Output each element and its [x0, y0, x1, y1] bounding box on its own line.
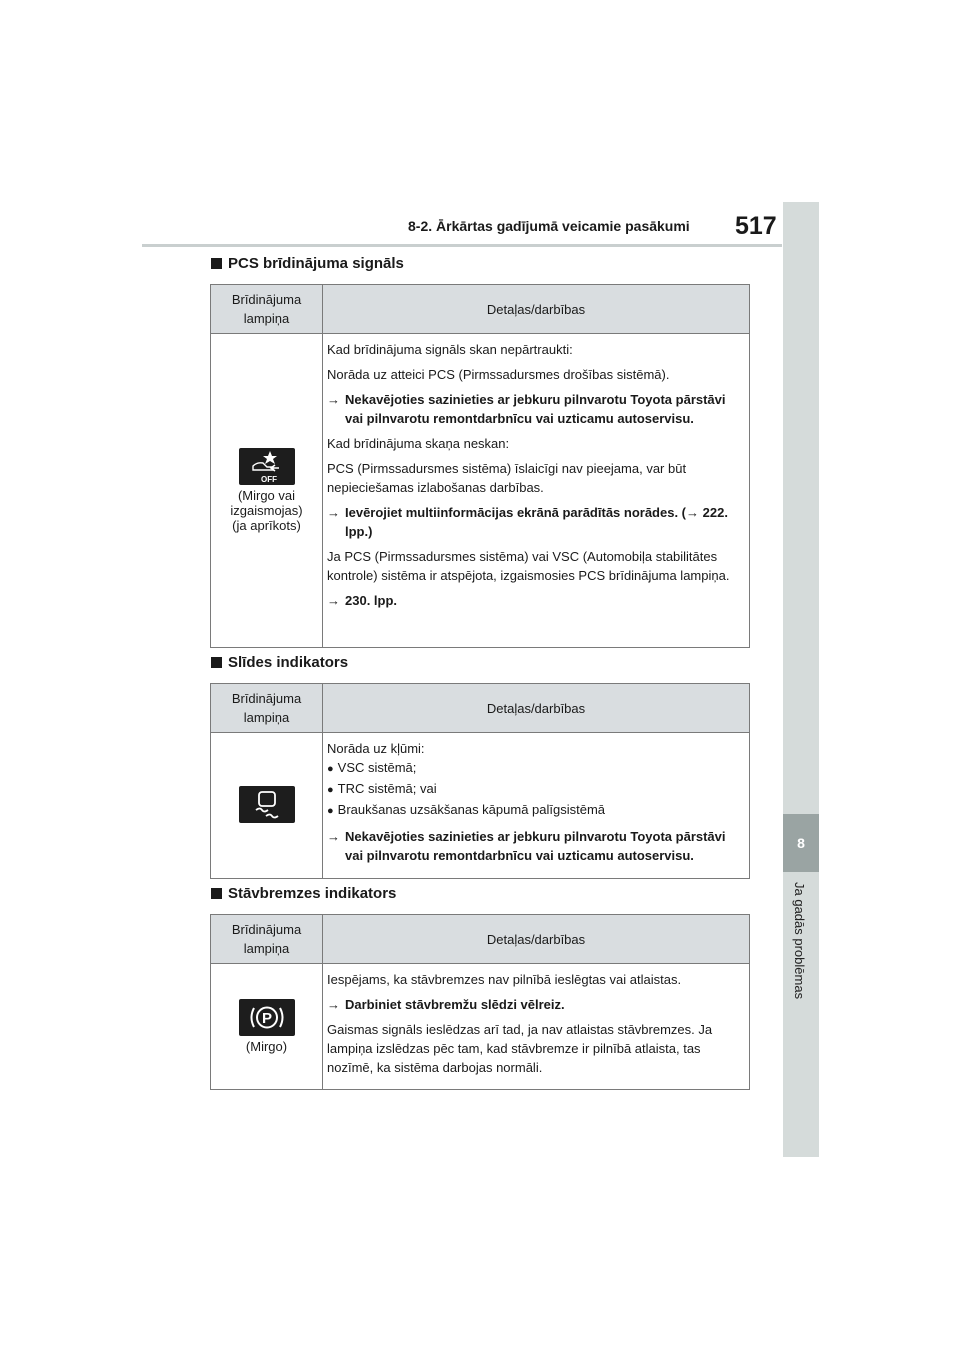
section-title-parking-brake: Stāvbremzes indikators [211, 885, 396, 902]
square-bullet-icon [211, 888, 222, 899]
chapter-number: 8 [783, 814, 819, 872]
fault-list [327, 758, 745, 821]
svg-text:P: P [261, 1010, 272, 1027]
page-number: 517 [735, 212, 777, 240]
lamp-cell [211, 733, 323, 879]
list-item: ● Braukšanas uzsākšanas kāpumā palīgsistēmā [327, 800, 745, 821]
pcs-table [210, 284, 750, 648]
header-details: Detaļas/darbības [323, 915, 750, 964]
lamp-cell [211, 334, 323, 648]
arrow-icon: → [327, 505, 340, 520]
slip-indicator-icon [239, 786, 295, 823]
list-item: ● VSC sistēmā; [327, 758, 745, 779]
section-title-pcs: PCS brīdinājuma signāls [211, 255, 404, 272]
details-cell: Kad brīdinājuma signāls skan nepārtraukti: Norāda uz atteici PCS (Pirmssadursmes drošības sistēmā). → Nekavējoties sazinieties ar jebkuru pilnvarotu Toyota pārstāvi vai pilnvarotu remontdarbnīcu vai uzticamu autoservisu. Kad brīdinājuma skaņa neskan: PCS (Pirmssadursmes sistēma) īslaicīgi nav pieejama, var būt nepieciešamas izlabošanas darbības. → Ievērojiet multiinformācijas ekrānā parādītās norādes. (→ 222. lpp.) Ja PCS (Pirmssadursmes sistēma) vai VSC (Automobiļa stabilitātes kontrole) sistēma ir atspējota, izgaismosies PCS brīdinājuma lampiņa. → 230. lpp. [323, 334, 750, 648]
side-tab [783, 202, 819, 1157]
arrow-icon: → [327, 829, 340, 844]
lamp-caption: (Mirgo) [245, 1039, 288, 1054]
pcs-off-icon [239, 448, 295, 485]
slip-table [210, 683, 750, 879]
square-bullet-icon [211, 258, 222, 269]
parking-brake-table [210, 914, 750, 1090]
section-header: 8-2. Ārkārtas gadījumā veicamie pasākumi [408, 218, 690, 234]
lamp-cell [211, 964, 323, 1090]
header-lamp: Brīdinājuma lampiņa [211, 285, 323, 334]
header-lamp: Brīdinājuma lampiņa [211, 915, 323, 964]
header-details: Detaļas/darbības [323, 684, 750, 733]
details-cell: Norāda uz kļūmi: ● VSC sistēmā; ● TRC sistēmā; vai ● Braukšanas uzsākšanas kāpumā palīgsistēmā → Nekavējoties sazinieties ar jebkuru pilnvarotu Toyota pārstāvi vai pilnvarotu remontdarbnīcu vai uzticamu autoservisu. [323, 733, 750, 879]
header-lamp: Brīdinājuma lampiņa [211, 684, 323, 733]
list-item: ● TRC sistēmā; vai [327, 779, 745, 800]
section-title-slip: Slīdes indikators [211, 654, 348, 671]
header-rule [142, 244, 782, 247]
svg-text:OFF: OFF [260, 475, 277, 484]
arrow-icon: → [327, 997, 340, 1012]
chapter-label: Ja gadās problēmas [792, 882, 807, 1000]
details-cell: Iespējams, ka stāvbremzes nav pilnībā ieslēgtas vai atlaistas. → Darbiniet stāvbremžu slēdzi vēlreiz. Gaismas signāls ieslēdzas arī tad, ja nav atlaistas stāvbremzes. Ja lampiņa izslēdzas pēc tam, kad stāvbremze ir pilnībā atlaista, tas nozīmē, ka sistēma darbojas normāli. [323, 964, 750, 1090]
arrow-icon: → [327, 593, 340, 608]
lamp-caption: (Mirgo vai izgaismojas) (ja aprīkots) [230, 488, 303, 533]
header-details: Detaļas/darbības [323, 285, 750, 334]
parking-brake-icon [239, 999, 295, 1036]
arrow-icon: → [327, 392, 340, 407]
square-bullet-icon [211, 657, 222, 668]
